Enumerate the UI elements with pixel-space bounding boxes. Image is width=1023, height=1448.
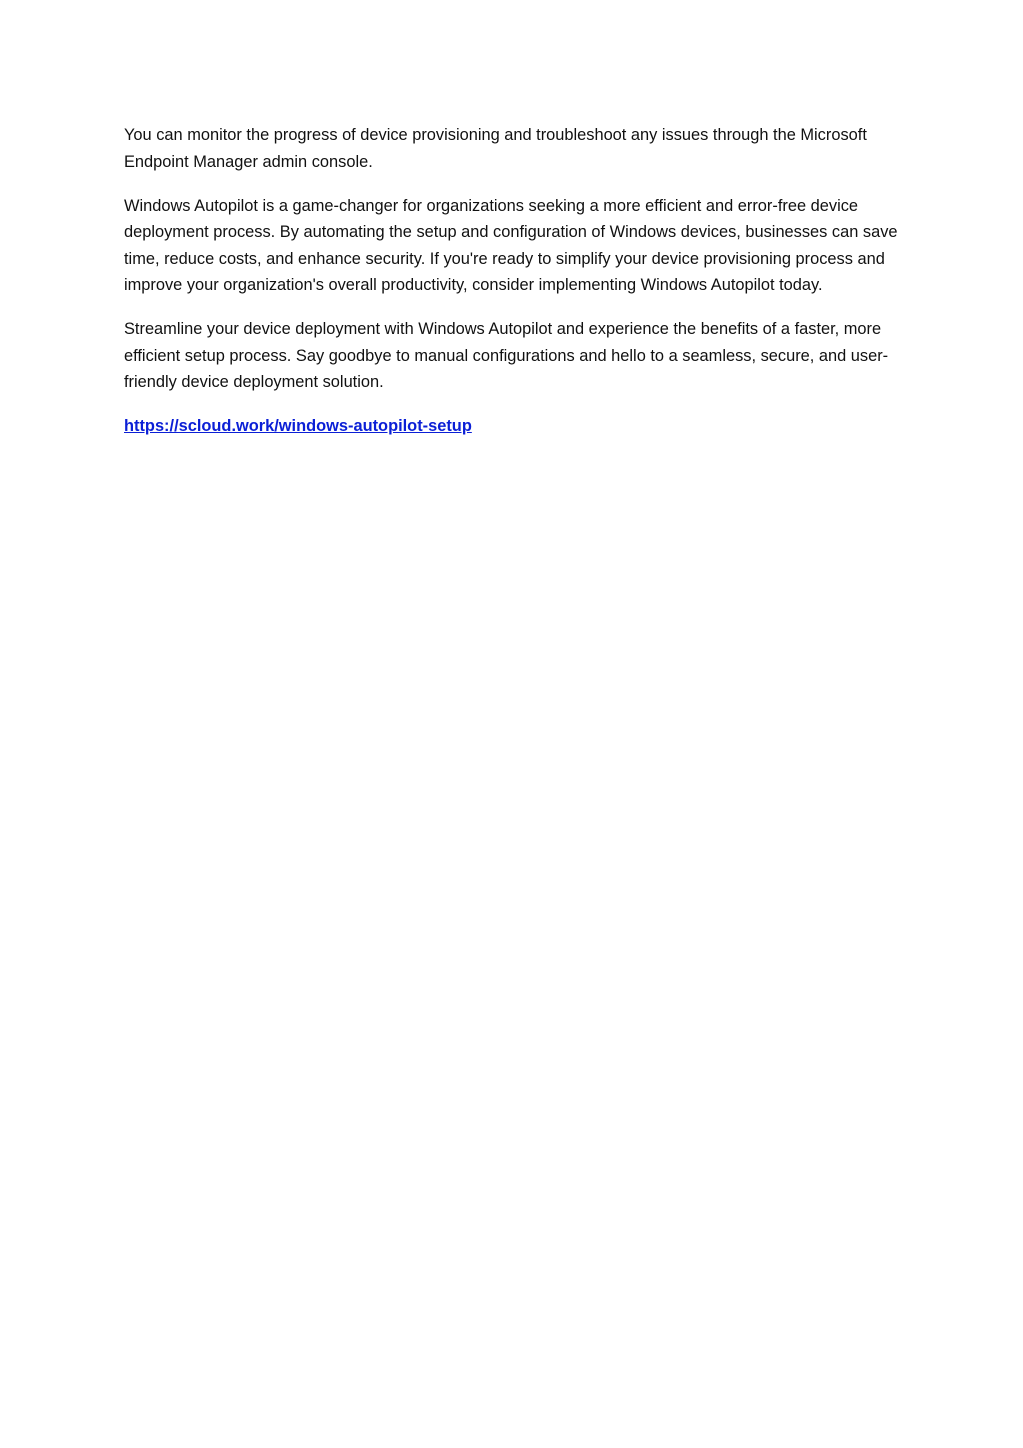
autopilot-setup-link[interactable]: https://scloud.work/windows-autopilot-setup <box>124 417 472 435</box>
link-paragraph <box>124 413 904 440</box>
document-body <box>124 122 904 457</box>
paragraph-streamline-deployment: Streamline your device deployment with Windows Autopilot and experience the benefits of a faster, more efficient setup process. Say goodbye to manual configurations and hello to a seamless, secure, and user-friendly device deployment solution. <box>124 320 889 391</box>
paragraph-monitor-progress: You can monitor the progress of device provisioning and troubleshoot any issues through the Microsoft Endpoint Manager admin console. <box>124 126 867 171</box>
paragraph-autopilot-benefits: Windows Autopilot is a game-changer for organizations seeking a more efficient and error-free device deployment process. By automating the setup and configuration of Windows devices, businesses can save time, reduce costs, and enhance security. If you're ready to simplify your device provisioning process and improve your organization's overall productivity, consider implementing Windows Autopilot today. <box>124 196 898 294</box>
